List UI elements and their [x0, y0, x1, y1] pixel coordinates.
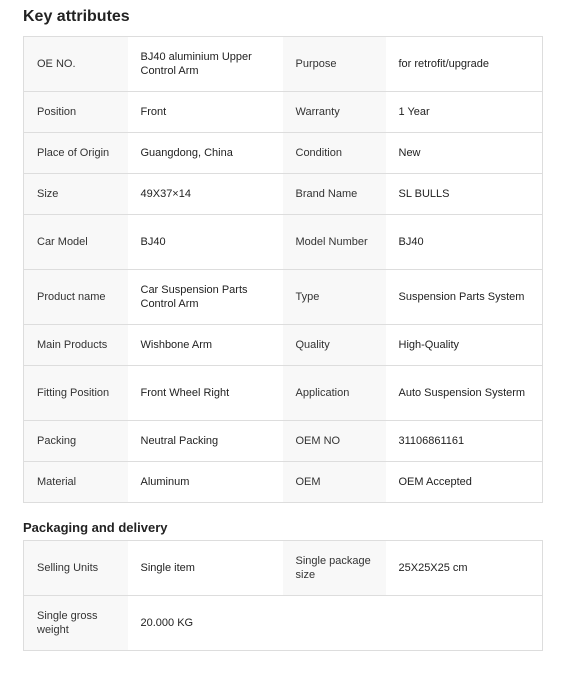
- empty-cell: [386, 596, 543, 651]
- attr-value: OEM Accepted: [386, 462, 543, 503]
- attr-label: Main Products: [24, 325, 128, 366]
- attr-value: Car Suspension Parts Control Arm: [128, 270, 283, 325]
- empty-cell: [283, 596, 386, 651]
- key-attributes-table: [23, 36, 543, 503]
- attr-value: BJ40 aluminium Upper Control Arm: [128, 37, 283, 92]
- attr-value: 1 Year: [386, 92, 543, 133]
- table-row: [24, 270, 543, 325]
- attr-label: Place of Origin: [24, 133, 128, 174]
- attr-label: Purpose: [283, 37, 386, 92]
- table-row: [24, 421, 543, 462]
- attr-value: Front Wheel Right: [128, 366, 283, 421]
- attr-label: Packing: [24, 421, 128, 462]
- attr-label: Single gross weight: [24, 596, 128, 651]
- attr-label: Application: [283, 366, 386, 421]
- attr-value: 49X37×14: [128, 174, 283, 215]
- attr-label: Model Number: [283, 215, 386, 270]
- attr-value: BJ40: [128, 215, 283, 270]
- attr-value: 31106861161: [386, 421, 543, 462]
- attr-label: Size: [24, 174, 128, 215]
- attr-label: OEM NO: [283, 421, 386, 462]
- attr-value: New: [386, 133, 543, 174]
- packaging-heading: Packaging and delivery: [23, 520, 168, 535]
- attr-value: Neutral Packing: [128, 421, 283, 462]
- attr-value: Auto Suspension Systerm: [386, 366, 543, 421]
- table-row: [24, 462, 543, 503]
- attr-label: Position: [24, 92, 128, 133]
- attr-value: High-Quality: [386, 325, 543, 366]
- table-row: [24, 325, 543, 366]
- attr-label: Quality: [283, 325, 386, 366]
- attr-value: Wishbone Arm: [128, 325, 283, 366]
- table-row: [24, 366, 543, 421]
- attr-value: SL BULLS: [386, 174, 543, 215]
- attr-label: Material: [24, 462, 128, 503]
- attr-value: Front: [128, 92, 283, 133]
- attr-value: Suspension Parts System: [386, 270, 543, 325]
- attr-label: Type: [283, 270, 386, 325]
- attr-label: OE NO.: [24, 37, 128, 92]
- attr-label: Selling Units: [24, 541, 128, 596]
- attr-value: for retrofit/upgrade: [386, 37, 543, 92]
- attr-value: Single item: [128, 541, 283, 596]
- attr-value: 25X25X25 cm: [386, 541, 543, 596]
- attr-label: Product name: [24, 270, 128, 325]
- table-row: [24, 215, 543, 270]
- table-row: [24, 133, 543, 174]
- attr-value: Aluminum: [128, 462, 283, 503]
- attr-value: BJ40: [386, 215, 543, 270]
- attr-label: Warranty: [283, 92, 386, 133]
- table-row: [24, 174, 543, 215]
- attr-label: Condition: [283, 133, 386, 174]
- attr-label: Fitting Position: [24, 366, 128, 421]
- attr-value: Guangdong, China: [128, 133, 283, 174]
- table-row: [24, 92, 543, 133]
- attr-label: Car Model: [24, 215, 128, 270]
- packaging-table: [23, 540, 543, 651]
- table-row: [24, 596, 543, 651]
- table-row: [24, 541, 543, 596]
- attr-label: Single package size: [283, 541, 386, 596]
- attr-label: OEM: [283, 462, 386, 503]
- attr-value: 20.000 KG: [128, 596, 283, 651]
- table-row: [24, 37, 543, 92]
- key-attributes-heading: Key attributes: [23, 8, 130, 25]
- attr-label: Brand Name: [283, 174, 386, 215]
